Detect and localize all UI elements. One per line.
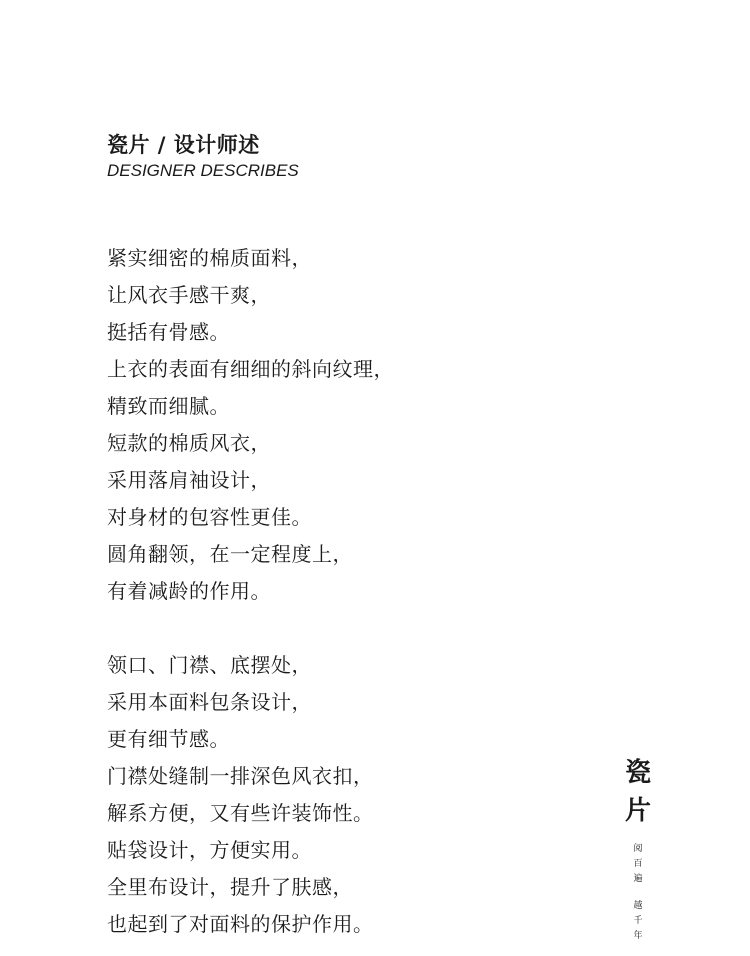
text-line: 精致而细腻。 <box>107 394 230 418</box>
paragraph-2 <box>107 647 577 943</box>
motto-char: 百 <box>633 859 643 869</box>
text-line: 有着减龄的作用。 <box>107 579 271 603</box>
text-line: 挺括有骨感。 <box>107 320 230 344</box>
paragraph-1 <box>107 240 577 610</box>
motto-char: 遍 <box>633 874 643 884</box>
motto-char: 阅 <box>633 844 643 854</box>
motto-char: 千 <box>633 916 643 926</box>
text-line: 让风衣手感干爽， <box>107 283 271 307</box>
text-line: 采用本面料包条设计， <box>107 690 312 714</box>
text-line: 紧实细密的棉质面料， <box>107 246 312 270</box>
page-subtitle: DESIGNER DESCRIBES <box>107 161 299 180</box>
text-line: 门襟处缝制一排深色风衣扣， <box>107 764 374 788</box>
text-line: 对身材的包容性更佳。 <box>107 505 312 529</box>
text-line: 采用落肩袖设计， <box>107 468 271 492</box>
brand-char: 瓷 <box>624 758 651 788</box>
page-title: 瓷片 / 设计师述 <box>107 133 260 157</box>
brand-char: 片 <box>624 796 651 826</box>
motto-char: 越 <box>633 901 643 911</box>
text-line: 圆角翻领，在一定程度上， <box>107 542 353 566</box>
text-line: 更有细节感。 <box>107 727 230 751</box>
text-line: 也起到了对面料的保护作用。 <box>107 912 374 936</box>
text-line: 贴袋设计，方便实用。 <box>107 838 312 862</box>
text-line: 全里布设计，提升了肤感， <box>107 875 353 899</box>
motto-group <box>618 899 658 944</box>
section-header <box>107 131 299 182</box>
motto-char: 年 <box>633 931 643 941</box>
text-line: 解系方便，又有些许装饰性。 <box>107 801 374 825</box>
brand-seal <box>618 754 658 956</box>
brand-motto <box>618 842 658 944</box>
text-line: 领口、门襟、底摆处， <box>107 653 312 677</box>
description-body <box>107 240 577 943</box>
text-line: 上衣的表面有细细的斜向纹理， <box>107 357 394 381</box>
text-line: 短款的棉质风衣， <box>107 431 271 455</box>
motto-group <box>618 842 658 887</box>
